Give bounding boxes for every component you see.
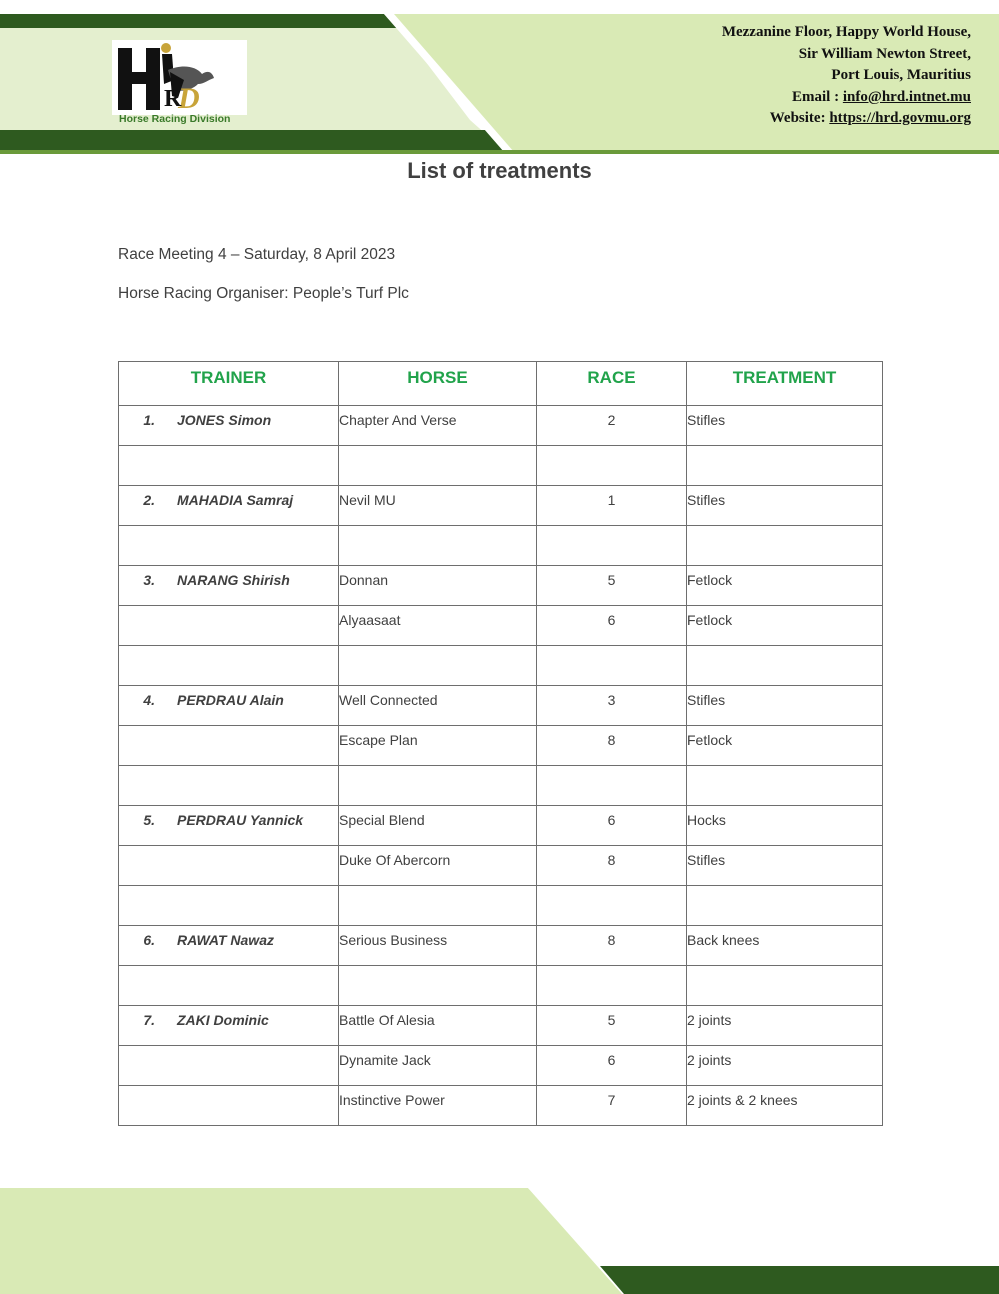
treatment-cell: 2 joints & 2 knees	[687, 1086, 883, 1126]
trainer-cell	[119, 486, 339, 526]
horse-cell	[339, 766, 537, 806]
email-link[interactable]: info@hrd.intnet.mu	[842, 88, 971, 105]
header-treatment: TREATMENT	[687, 362, 883, 406]
horse-cell	[339, 646, 537, 686]
race-cell: 5	[537, 1006, 687, 1046]
table-row	[119, 446, 883, 486]
treatment-cell: Stifles	[687, 406, 883, 446]
treatment-cell: 2 joints	[687, 1046, 883, 1086]
table-row	[119, 1046, 883, 1086]
horse-cell: Chapter And Verse	[339, 406, 537, 446]
trainer-cell	[119, 1046, 339, 1086]
table-row	[119, 846, 883, 886]
treatment-cell: Stifles	[687, 686, 883, 726]
race-organiser: Horse Racing Organiser: People’s Turf Plc	[118, 285, 409, 302]
website-label: Website:	[769, 110, 830, 126]
table-header-row	[119, 362, 883, 406]
trainer-name: NARANG Shirish	[177, 572, 290, 588]
treatment-cell: 2 joints	[687, 1006, 883, 1046]
trainer-cell	[119, 1006, 339, 1046]
table-row	[119, 526, 883, 566]
treatment-cell: Fetlock	[687, 726, 883, 766]
race-cell: 3	[537, 686, 687, 726]
trainer-cell	[119, 686, 339, 726]
horse-cell: Dynamite Jack	[339, 1046, 537, 1086]
trainer-cell	[119, 806, 339, 846]
race-cell: 6	[537, 806, 687, 846]
logo-caption: Horse Racing Division	[119, 113, 231, 125]
trainer-number: 7.	[143, 1012, 155, 1028]
table-row	[119, 686, 883, 726]
trainer-name: MAHADIA Samraj	[177, 492, 294, 508]
trainer-number: 1.	[143, 412, 155, 428]
race-cell: 8	[537, 726, 687, 766]
race-cell	[537, 886, 687, 926]
horse-cell: Well Connected	[339, 686, 537, 726]
table-row	[119, 486, 883, 526]
trainer-name: ZAKI Dominic	[177, 1012, 269, 1028]
page-title: List of treatments	[407, 158, 592, 183]
trainer-cell	[119, 446, 339, 486]
trainer-cell	[119, 966, 339, 1006]
trainer-name: PERDRAU Yannick	[177, 812, 304, 828]
race-cell: 8	[537, 926, 687, 966]
table-row	[119, 1006, 883, 1046]
table-row	[119, 566, 883, 606]
race-cell	[537, 646, 687, 686]
treatment-cell: Fetlock	[687, 566, 883, 606]
race-cell: 2	[537, 406, 687, 446]
trainer-cell	[119, 566, 339, 606]
race-cell	[537, 446, 687, 486]
race-cell	[537, 526, 687, 566]
table-row	[119, 1086, 883, 1126]
trainer-cell	[119, 526, 339, 566]
trainer-name: JONES Simon	[177, 412, 272, 428]
race-cell: 5	[537, 566, 687, 606]
horse-cell	[339, 526, 537, 566]
horse-cell: Donnan	[339, 566, 537, 606]
race-cell: 6	[537, 606, 687, 646]
trainer-number: 6.	[143, 932, 155, 948]
horse-cell: Escape Plan	[339, 726, 537, 766]
horse-cell: Alyaasaat	[339, 606, 537, 646]
trainer-cell	[119, 606, 339, 646]
treatment-cell	[687, 766, 883, 806]
trainer-cell	[119, 846, 339, 886]
treatment-cell	[687, 966, 883, 1006]
race-cell: 7	[537, 1086, 687, 1126]
horse-cell	[339, 966, 537, 1006]
treatment-cell	[687, 646, 883, 686]
header-trainer: TRAINER	[119, 362, 339, 406]
website-link[interactable]: https://hrd.govmu.org	[829, 110, 971, 126]
horse-cell: Duke Of Abercorn	[339, 846, 537, 886]
header-horse: HORSE	[339, 362, 537, 406]
horse-cell: Battle Of Alesia	[339, 1006, 537, 1046]
table-row	[119, 926, 883, 966]
trainer-name: RAWAT Nawaz	[177, 932, 274, 948]
trainer-cell	[119, 926, 339, 966]
horse-cell: Serious Business	[339, 926, 537, 966]
table-row	[119, 726, 883, 766]
horse-cell	[339, 446, 537, 486]
trainer-cell	[119, 406, 339, 446]
trainer-cell	[119, 886, 339, 926]
footer-banner	[0, 1180, 999, 1294]
table-row	[119, 406, 883, 446]
trainer-number: 4.	[143, 692, 155, 708]
treatment-cell	[687, 526, 883, 566]
address-line-1: Mezzanine Floor, Happy World House,	[721, 24, 971, 40]
email-line	[722, 87, 971, 109]
treatment-cell: Stifles	[687, 846, 883, 886]
trainer-name: PERDRAU Alain	[177, 692, 284, 708]
trainer-number: 3.	[143, 572, 155, 588]
treatment-cell: Fetlock	[687, 606, 883, 646]
horse-cell: Instinctive Power	[339, 1086, 537, 1126]
trainer-number: 2.	[143, 492, 155, 508]
treatment-cell: Stifles	[687, 486, 883, 526]
trainer-number: 5.	[143, 812, 155, 828]
treatment-cell: Hocks	[687, 806, 883, 846]
trainer-cell	[119, 646, 339, 686]
address-line-3: Port Louis, Mauritius	[831, 67, 971, 83]
address-line-2: Sir William Newton Street,	[798, 45, 971, 62]
race-cell	[537, 966, 687, 1006]
address-block	[722, 22, 971, 130]
treatment-cell	[687, 886, 883, 926]
race-cell: 6	[537, 1046, 687, 1086]
horse-cell: Nevil MU	[339, 486, 537, 526]
table-row	[119, 886, 883, 926]
horse-cell	[339, 886, 537, 926]
horse-cell: Special Blend	[339, 806, 537, 846]
table-row	[119, 806, 883, 846]
table-row	[119, 766, 883, 806]
table-row	[119, 966, 883, 1006]
table-row	[119, 646, 883, 686]
email-label: Email :	[792, 88, 843, 105]
treatment-cell: Back knees	[687, 926, 883, 966]
website-line	[722, 108, 971, 130]
trainer-cell	[119, 1086, 339, 1126]
race-cell	[537, 766, 687, 806]
trainer-cell	[119, 726, 339, 766]
table-row	[119, 606, 883, 646]
svg-text:R: R	[164, 86, 182, 112]
header-race: RACE	[537, 362, 687, 406]
race-cell: 1	[537, 486, 687, 526]
race-cell: 8	[537, 846, 687, 886]
trainer-cell	[119, 766, 339, 806]
treatments-table	[118, 361, 883, 1126]
race-meeting: Race Meeting 4 – Saturday, 8 April 2023	[118, 246, 396, 263]
treatment-cell	[687, 446, 883, 486]
svg-text:D: D	[178, 82, 200, 115]
